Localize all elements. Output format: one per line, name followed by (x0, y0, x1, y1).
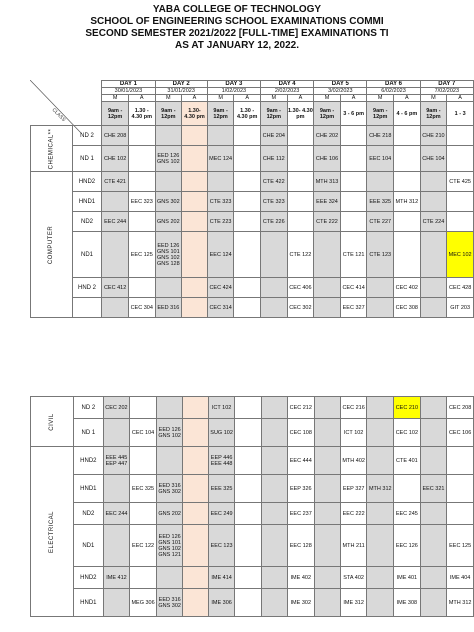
exam-cell (367, 447, 394, 475)
exam-cell: CEC 406 (287, 278, 314, 298)
title-semester: SECOND SEMESTER 2021/2022 [FULL-TIME] EXAMINATIONS TI (85, 28, 389, 39)
exam-cell (261, 503, 287, 525)
exam-cell (314, 298, 341, 318)
day-header: DAY 6 (367, 81, 420, 88)
exam-cell: MTH 313 (314, 172, 341, 192)
day-header: DAY 2 (155, 81, 207, 88)
exam-cell (447, 447, 474, 475)
exam-cell (183, 447, 208, 475)
corner-cell (31, 81, 102, 102)
exam-cell (367, 172, 394, 192)
exam-cell (128, 146, 155, 172)
exam-cell (367, 419, 394, 447)
session-label: M (367, 95, 394, 102)
exam-cell: CEC 424 (207, 278, 234, 298)
exam-cell (261, 397, 287, 419)
department-label: ELECTRICAL (31, 447, 74, 617)
exam-cell: EEC 125 (128, 232, 155, 278)
exam-cell: CEC 302 (287, 298, 314, 318)
exam-cell: CTE 222 (314, 212, 341, 232)
date-header: 6/02/2023 (367, 88, 420, 95)
level-label: HND1 (74, 475, 104, 503)
exam-cell (183, 397, 208, 419)
exam-cell: EED 316 (155, 298, 182, 318)
exam-cell: CTE 422 (260, 172, 287, 192)
exam-cell (130, 567, 157, 589)
exam-cell: IME 402 (287, 567, 314, 589)
exam-cell (102, 192, 129, 212)
exam-cell (420, 419, 447, 447)
exam-cell (103, 419, 130, 447)
exam-cell (287, 172, 314, 192)
exam-cell: CHE 102 (102, 146, 129, 172)
time-slot: 9am - 12pm (102, 102, 129, 126)
exam-cell (394, 232, 421, 278)
time-slot: 9am - 12pm (367, 102, 394, 126)
exam-cell (234, 278, 261, 298)
exam-cell (235, 503, 261, 525)
exam-cell: GIT 203 (447, 298, 474, 318)
exam-cell: CTE 425 (447, 172, 474, 192)
session-label: A (447, 95, 474, 102)
exam-cell: CTE 421 (102, 172, 129, 192)
exam-cell (130, 503, 157, 525)
exam-cell (420, 567, 447, 589)
time-slot: 9am - 12pm (420, 102, 447, 126)
exam-cell: EEC 237 (287, 503, 314, 525)
exam-cell: CEC 314 (207, 298, 234, 318)
exam-cell (314, 525, 340, 567)
exam-cell: CEC 414 (340, 278, 367, 298)
exam-cell: CTE 122 (287, 232, 314, 278)
time-slot: 1.30- 4.30 pm (182, 102, 208, 126)
exam-cell: IME 302 (287, 589, 314, 617)
exam-cell: EED 126 GNS 101 GNS 102 GNS 128 (155, 232, 182, 278)
exam-cell: MTH 312 (394, 192, 421, 212)
exam-cell (207, 172, 234, 192)
exam-cell (367, 589, 394, 617)
session-label: A (182, 95, 208, 102)
exam-cell: EED 126 GNS 101 GNS 102 GNS 121 (156, 525, 183, 567)
exam-cell (128, 126, 155, 146)
session-label: M (314, 95, 341, 102)
level-label: ND2 (72, 212, 102, 232)
exam-cell: CEC 102 (394, 419, 421, 447)
exam-cell (447, 126, 474, 146)
exam-cell (287, 212, 314, 232)
exam-cell (128, 172, 155, 192)
exam-cell (394, 475, 421, 503)
date-header: 1/02/2023 (207, 88, 260, 95)
exam-cell: CEC 208 (447, 397, 474, 419)
exam-cell (447, 503, 474, 525)
level-label: ND 2 (74, 397, 104, 419)
exam-cell: EEE 445 EEP 447 (103, 447, 130, 475)
exam-cell (235, 397, 261, 419)
time-slot: 1 - 3 (447, 102, 474, 126)
exam-cell (314, 475, 340, 503)
date-header: 2/02/2023 (260, 88, 313, 95)
exam-cell (155, 126, 182, 146)
time-slot: 9am - 12pm (207, 102, 234, 126)
exam-cell (207, 126, 234, 146)
exam-cell: IME 308 (394, 589, 421, 617)
exam-cell: EEE 325 (208, 475, 235, 503)
exam-cell: CEC 104 (130, 419, 157, 447)
exam-cell: EEC 222 (340, 503, 367, 525)
exam-cell (420, 192, 447, 212)
session-label: M (420, 95, 447, 102)
title-date: AS AT JANUARY 12, 2022. (175, 40, 299, 51)
exam-cell: IME 306 (208, 589, 235, 617)
time-slot: 1.30 - 4.30 pm (234, 102, 261, 126)
date-header: 31/01/2023 (155, 88, 207, 95)
exam-cell (234, 192, 261, 212)
exam-cell (394, 212, 421, 232)
level-label: HND1 (72, 192, 102, 212)
department-label: COMPUTER (31, 172, 73, 318)
exam-cell: CHE 202 (314, 126, 341, 146)
exam-cell (420, 589, 447, 617)
exam-cell: IME 404 (447, 567, 474, 589)
exam-cell (182, 212, 208, 232)
exam-cell (182, 146, 208, 172)
exam-cell: CTE 401 (394, 447, 421, 475)
timetable-part-2 (30, 396, 474, 617)
exam-cell: CEC 412 (102, 278, 129, 298)
day-header: DAY 4 (260, 81, 313, 88)
exam-cell (183, 475, 208, 503)
session-label: A (287, 95, 314, 102)
exam-cell: CEC 210 (394, 397, 421, 419)
exam-cell (182, 232, 208, 278)
exam-cell (367, 525, 394, 567)
exam-cell (420, 172, 447, 192)
level-label: ND 1 (72, 146, 102, 172)
exam-cell (235, 567, 261, 589)
exam-cell (394, 126, 421, 146)
exam-cell: EEP 326 (287, 475, 314, 503)
exam-cell: CEC 212 (287, 397, 314, 419)
exam-cell: EEC 128 (287, 525, 314, 567)
exam-cell (447, 475, 474, 503)
exam-cell (367, 298, 394, 318)
exam-cell: MTH 211 (340, 525, 367, 567)
exam-cell (155, 172, 182, 192)
exam-cell: EEC 122 (130, 525, 157, 567)
exam-cell (182, 298, 208, 318)
exam-cell (182, 192, 208, 212)
exam-cell: IME 401 (394, 567, 421, 589)
day-header: DAY 1 (102, 81, 155, 88)
exam-cell (234, 298, 261, 318)
exam-cell (314, 232, 341, 278)
exam-cell (447, 212, 474, 232)
exam-cell (447, 192, 474, 212)
exam-cell (260, 278, 287, 298)
exam-cell: IME 412 (103, 567, 130, 589)
exam-cell (183, 525, 208, 567)
exam-cell (447, 146, 474, 172)
level-label: ND 2 (72, 126, 102, 146)
session-label: M (102, 95, 129, 102)
exam-cell (261, 475, 287, 503)
exam-cell: MEC 102 (447, 232, 474, 278)
level-label: HND2 (72, 172, 102, 192)
exam-cell (340, 172, 367, 192)
level-label (72, 298, 102, 318)
level-label: HND 2 (72, 278, 102, 298)
exam-cell: EED 126 GNS 102 (155, 146, 182, 172)
exam-cell (261, 419, 287, 447)
exam-cell (128, 212, 155, 232)
level-label: ND1 (74, 525, 104, 567)
exam-cell: CTE 123 (367, 232, 394, 278)
exam-cell: CEC 304 (128, 298, 155, 318)
day-header: DAY 5 (314, 81, 367, 88)
exam-cell (394, 146, 421, 172)
exam-cell (103, 525, 130, 567)
exam-cell (261, 447, 287, 475)
exam-cell (367, 278, 394, 298)
exam-cell (261, 567, 287, 589)
time-slot: 1.30- 4.30 pm (287, 102, 314, 126)
level-label: ND1 (72, 232, 102, 278)
department-label: CHEMICAL** (31, 126, 73, 172)
time-slot: 3 - 6 pm (340, 102, 367, 126)
exam-cell: EEC 249 (208, 503, 235, 525)
timetable-part-1 (30, 80, 474, 318)
exam-cell (182, 126, 208, 146)
exam-cell (234, 146, 261, 172)
session-label: M (260, 95, 287, 102)
exam-cell (103, 589, 130, 617)
title-college: YABA COLLEGE OF TECHNOLOGY (152, 4, 322, 15)
exam-cell (156, 447, 183, 475)
exam-cell: EEC 124 (207, 232, 234, 278)
exam-cell (260, 298, 287, 318)
exam-cell (420, 397, 447, 419)
exam-cell (156, 397, 183, 419)
exam-cell (340, 126, 367, 146)
level-label: HND2 (74, 447, 104, 475)
exam-cell: EEC 244 (102, 212, 129, 232)
exam-cell (103, 475, 130, 503)
time-slot: 4 - 6 pm (394, 102, 421, 126)
exam-cell: EEE 324 (314, 192, 341, 212)
exam-cell (420, 525, 447, 567)
exam-cell (287, 192, 314, 212)
exam-cell (234, 172, 261, 192)
exam-cell: EEC 323 (128, 192, 155, 212)
time-slot: 9am - 12pm (314, 102, 341, 126)
exam-cell (235, 589, 261, 617)
exam-cell: MTH 312 (447, 589, 474, 617)
session-label: A (394, 95, 421, 102)
exam-cell (182, 278, 208, 298)
exam-cell (183, 503, 208, 525)
exam-cell (420, 278, 447, 298)
exam-cell (420, 298, 447, 318)
exam-cell: ICT 102 (208, 397, 235, 419)
exam-cell (182, 172, 208, 192)
exam-cell (394, 172, 421, 192)
exam-cell: EED 316 GNS 302 (156, 475, 183, 503)
exam-cell (261, 589, 287, 617)
exam-cell (234, 126, 261, 146)
exam-cell (155, 278, 182, 298)
exam-cell: EEP 327 (340, 475, 367, 503)
exam-cell: EEE 325 (367, 192, 394, 212)
exam-cell (420, 503, 447, 525)
exam-cell: CHE 112 (260, 146, 287, 172)
date-header: 3/02/2023 (314, 88, 367, 95)
session-label: M (207, 95, 234, 102)
exam-cell: CHE 104 (420, 146, 447, 172)
exam-cell (314, 503, 340, 525)
exam-cell (420, 232, 447, 278)
exam-cell: EEC 327 (340, 298, 367, 318)
exam-cell: CHE 204 (260, 126, 287, 146)
exam-cell: EED 126 GNS 102 (156, 419, 183, 447)
exam-cell (235, 419, 261, 447)
exam-cell (314, 278, 341, 298)
exam-cell (102, 232, 129, 278)
exam-cell (128, 278, 155, 298)
exam-cell (367, 503, 394, 525)
exam-cell (234, 212, 261, 232)
exam-cell: CEC 308 (394, 298, 421, 318)
exam-cell (183, 589, 208, 617)
exam-cell: STA 402 (340, 567, 367, 589)
exam-cell: GNS 302 (155, 192, 182, 212)
day-header: DAY 3 (207, 81, 260, 88)
exam-cell (287, 146, 314, 172)
exam-cell (234, 232, 261, 278)
exam-cell: IME 414 (208, 567, 235, 589)
exam-cell: MTH 312 (367, 475, 394, 503)
level-label: ND 1 (74, 419, 104, 447)
time-slot: 1.30 - 4.30 pm (128, 102, 155, 126)
date-header: 7/02/2023 (420, 88, 473, 95)
exam-cell: CTE 226 (260, 212, 287, 232)
exam-cell: CTE 224 (420, 212, 447, 232)
exam-cell: CTE 223 (207, 212, 234, 232)
exam-cell: GNS 202 (155, 212, 182, 232)
exam-cell (314, 589, 340, 617)
exam-cell: CEC 428 (447, 278, 474, 298)
exam-cell: EEP 446 EEE 448 (208, 447, 235, 475)
exam-cell: CHE 218 (367, 126, 394, 146)
exam-cell (102, 298, 129, 318)
time-slot: 9am - 12pm (155, 102, 182, 126)
session-label: A (128, 95, 155, 102)
exam-cell: EED 316 GNS 302 (156, 589, 183, 617)
exam-cell: EEC 245 (394, 503, 421, 525)
exam-cell: CHE 210 (420, 126, 447, 146)
exam-cell (260, 232, 287, 278)
exam-cell (235, 525, 261, 567)
exam-cell: EEC 125 (447, 525, 474, 567)
exam-cell: CTE 323 (260, 192, 287, 212)
exam-cell (130, 447, 157, 475)
exam-cell: CEC 106 (447, 419, 474, 447)
title-school: SCHOOL OF ENGINEERING SCHOOL EXAMINATIONS COMMI (90, 16, 384, 27)
level-label: HND1 (74, 589, 104, 617)
exam-cell (156, 567, 183, 589)
exam-cell (314, 567, 340, 589)
exam-cell: MTH 402 (340, 447, 367, 475)
exam-cell: IME 312 (340, 589, 367, 617)
exam-cell: EEC 325 (130, 475, 157, 503)
exam-cell (314, 419, 340, 447)
date-header: 30/01/2023 (102, 88, 155, 95)
exam-cell (340, 192, 367, 212)
session-label: A (234, 95, 261, 102)
exam-cell: CEC 108 (287, 419, 314, 447)
session-label: A (340, 95, 367, 102)
exam-cell: CTE 323 (207, 192, 234, 212)
exam-cell (367, 397, 394, 419)
exam-cell (314, 397, 340, 419)
exam-cell (367, 567, 394, 589)
exam-cell (130, 397, 157, 419)
exam-cell (287, 126, 314, 146)
exam-cell: CTE 121 (340, 232, 367, 278)
time-slot: 9am - 12pm (260, 102, 287, 126)
department-label: CIVIL (31, 397, 74, 447)
exam-cell: MEC 124 (207, 146, 234, 172)
exam-cell (235, 475, 261, 503)
exam-cell: EEC 444 (287, 447, 314, 475)
exam-cell: EEC 321 (420, 475, 447, 503)
level-label: HND2 (74, 567, 104, 589)
day-header: DAY 7 (420, 81, 473, 88)
exam-cell: CTE 227 (367, 212, 394, 232)
exam-cell: CEC 402 (394, 278, 421, 298)
exam-cell (235, 447, 261, 475)
session-label: M (155, 95, 182, 102)
exam-cell: MEG 306 (130, 589, 157, 617)
exam-cell (314, 447, 340, 475)
corner-label: CLASS (50, 107, 67, 124)
exam-cell (183, 419, 208, 447)
exam-cell: SUG 102 (208, 419, 235, 447)
exam-cell: CEC 216 (340, 397, 367, 419)
exam-cell: EEC 126 (394, 525, 421, 567)
exam-cell (340, 146, 367, 172)
level-label: ND2 (74, 503, 104, 525)
exam-cell (183, 567, 208, 589)
exam-cell: CEC 202 (103, 397, 130, 419)
exam-cell: EEC 123 (208, 525, 235, 567)
exam-cell: EEC 104 (367, 146, 394, 172)
exam-cell: ICT 102 (340, 419, 367, 447)
exam-cell: EEC 244 (103, 503, 130, 525)
exam-cell: CHE 106 (314, 146, 341, 172)
exam-cell (420, 447, 447, 475)
exam-cell: CHE 208 (102, 126, 129, 146)
exam-cell: GNS 202 (156, 503, 183, 525)
exam-cell (340, 212, 367, 232)
exam-cell (261, 525, 287, 567)
